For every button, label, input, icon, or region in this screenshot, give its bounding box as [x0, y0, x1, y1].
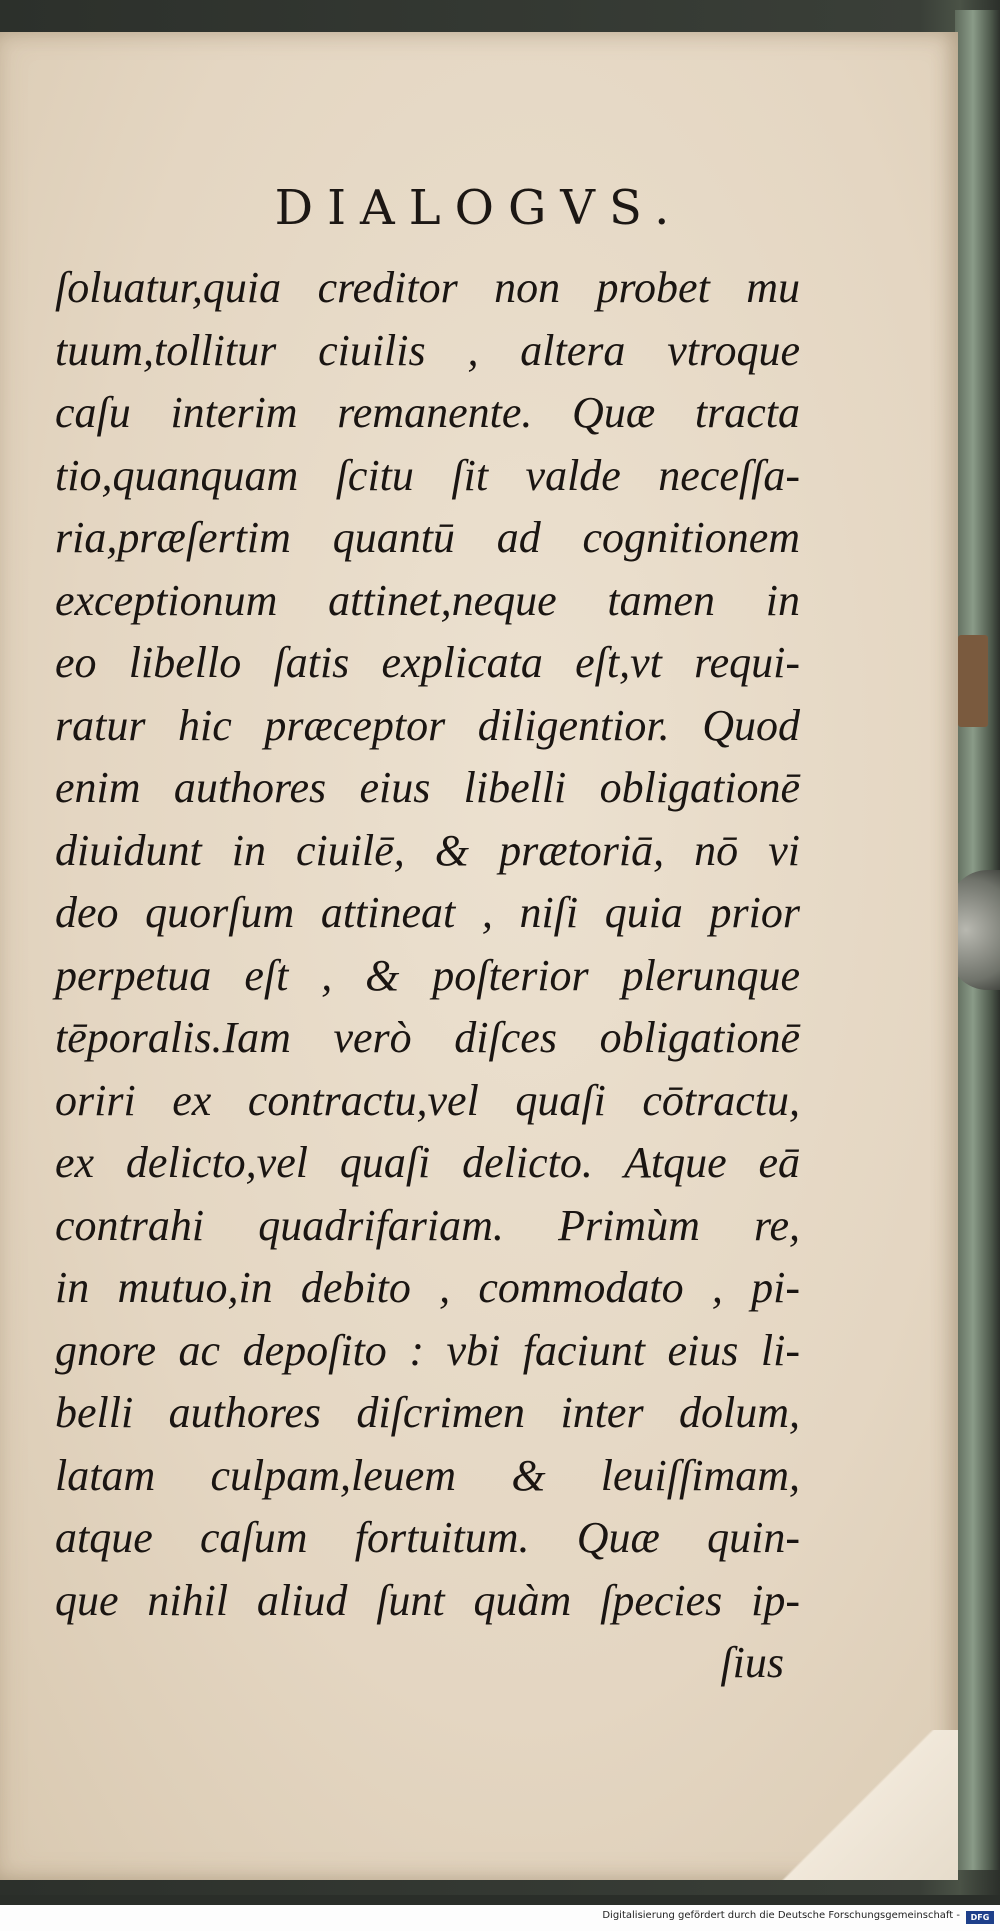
digitization-footer [0, 1905, 1000, 1931]
dfg-logo: DFG [966, 1911, 994, 1924]
text-line: oriri ex contractu,vel quaſi cōtractu, [55, 1075, 800, 1125]
text-line: enim authores eius libelli obligationē [55, 763, 800, 812]
book-page [0, 32, 958, 1880]
text-line: ſoluatur,quia creditor non probet mu [55, 263, 800, 312]
text-line: belli authores diſcrimen inter dolum, [55, 1388, 800, 1437]
text-line: ria,præſertim quantū ad cognitionem [55, 513, 800, 562]
text-line: tio,quanquam ſcitu ſit valde neceſſa- [55, 450, 800, 500]
running-heading: DIALOGVS. [274, 180, 684, 236]
text-line: ratur hic præceptor diligentior. Quod [55, 700, 800, 750]
text-line: atque caſum fortuitum. Quæ quin- [55, 1513, 800, 1562]
text-line: gnore ac depoſito : vbi faciunt eius li- [55, 1325, 800, 1375]
funding-credit: Digitalisierung gefördert durch die Deutsche Forschungsgemeinschaft - [602, 1910, 960, 1921]
text-line: tēporalis.Iam verò diſces obligationē [55, 1013, 800, 1062]
bookmark-tab [958, 635, 988, 727]
text-line: exceptionum attinet,neque tamen in [55, 575, 800, 625]
text-line: perpetua eſt , & poſterior plerunque [55, 950, 800, 1000]
text-line: latam culpam,leuem & leuiſſimam, [55, 1450, 800, 1500]
text-line: contrahi quadrifariam. Primùm re, [55, 1200, 800, 1250]
text-line: in mutuo,in debito , commodato , pi- [55, 1263, 800, 1312]
text-line: caſu interim remanente. Quæ tracta [55, 388, 800, 437]
text-line: ex delicto,vel quaſi delicto. Atque eā [55, 1138, 800, 1187]
text-line: que nihil aliud ſunt quàm ſpecies ip- [55, 1575, 800, 1625]
page-text [55, 257, 800, 1695]
text-line: eo libello ſatis explicata eſt,vt requi- [55, 638, 800, 687]
text-line: ſius [720, 1638, 784, 1687]
text-line: tuum,tollitur ciuilis , altera vtroque [55, 325, 800, 375]
text-line: deo quorſum attineat , niſi quia prior [55, 888, 800, 937]
text-line: diuidunt in ciuilē, & prætoriā, nō vi [55, 825, 800, 875]
